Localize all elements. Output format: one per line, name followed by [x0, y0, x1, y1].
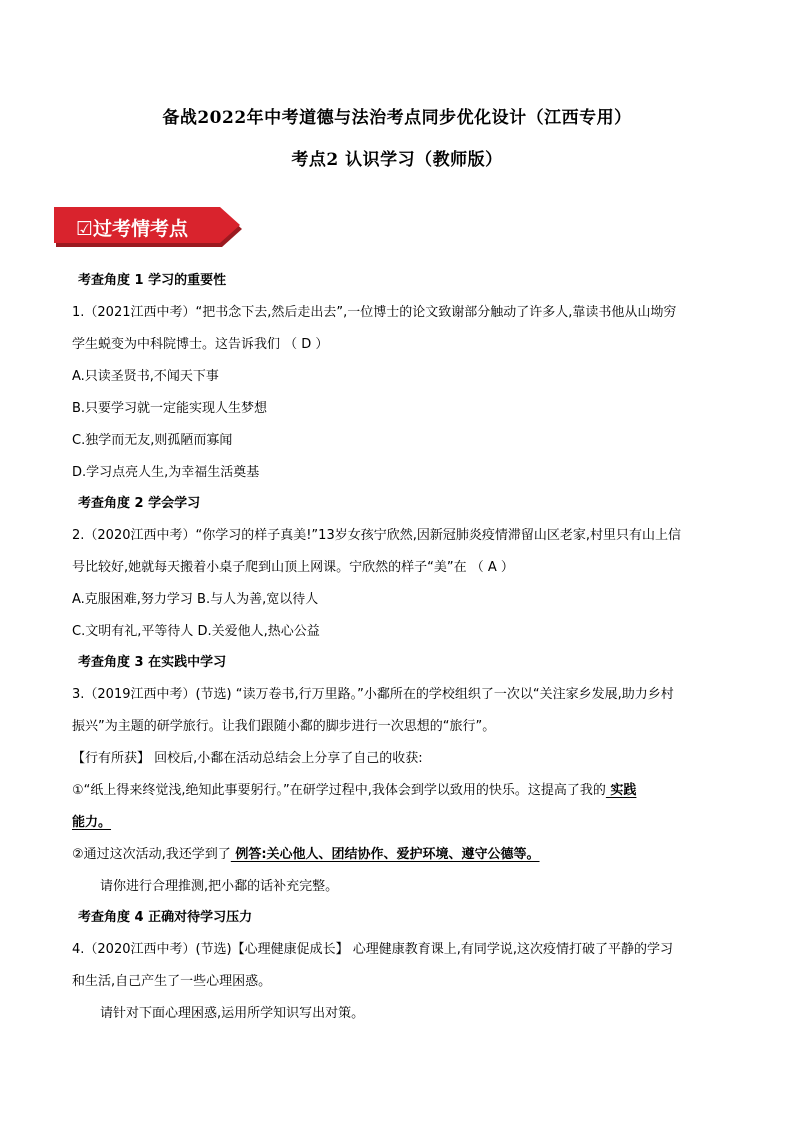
question-2-stem-line1: 2.（2020江西中考）“你学习的样子真美!”13岁女孩宁欣然,因新冠肺炎疫情滞留山区老家,村里只有山上信 [72, 528, 681, 543]
question-3-item1-text: ①“纸上得来终觉浅,绝知此事要躬行。”在研学过程中,我体会到学以致用的快乐。这提高了我的 [72, 783, 606, 798]
question-1-stem-line2: 学生蜕变为中科院博士。这告诉我们 （ D ） [72, 337, 329, 352]
question-3-item1-answer: 实践 [605, 783, 637, 798]
question-1-option-b: B.只要学习就一定能实现人生梦想 [72, 401, 268, 416]
section-banner [54, 205, 244, 249]
question-1-option-a: A.只读圣贤书,不闻天下事 [72, 369, 219, 384]
question-1-stem-line1: 1.（2021江西中考）“把书念下去,然后走出去”,一位博士的论文致谢部分触动了许多人,靠读书他从山坳穷 [72, 305, 677, 320]
question-2-stem-line2: 号比较好,她就每天搬着小桌子爬到山顶上网课。宁欣然的样子“美”在 （ A ） [72, 560, 514, 575]
question-3-stem-line2: 振兴”为主题的研学旅行。让我们跟随小鄱的脚步进行一次思想的“旅行”。 [72, 719, 496, 734]
question-4-instruction: 请针对下面心理困惑,运用所学知识写出对策。 [100, 1006, 365, 1021]
question-2-options-ab: A.克服困难,努力学习 B.与人为善,宽以待人 [72, 592, 319, 607]
question-3-item2-answer: 例答:关心他人、团结协作、爱护环境、遵守公德等。 [230, 847, 540, 862]
question-4-stem-line1: 4.（2020江西中考）(节选)【心理健康促成长】 心理健康教育课上,有同学说,这次疫情打破了平静的学习 [72, 942, 674, 957]
question-3-item2 [72, 846, 540, 864]
document-title: 备战2022年中考道德与法治考点同步优化设计（江西专用） [162, 108, 632, 128]
angle-heading-3: 考查角度 3 在实践中学习 [78, 655, 227, 670]
angle-heading-4: 考查角度 4 正确对待学习压力 [78, 910, 253, 925]
document-subtitle: 考点2 认识学习（教师版） [291, 150, 503, 170]
question-4-stem-line2: 和生活,自己产生了一些心理困惑。 [72, 974, 272, 989]
question-3-part-label: 【行有所获】 回校后,小鄱在活动总结会上分享了自己的收获: [72, 751, 423, 766]
question-3-item1-answer-cont: 能力。 [72, 815, 112, 830]
question-3-stem-line1: 3.（2019江西中考）(节选) “读万卷书,行万里路。”小鄱所在的学校组织了一次以“关注家乡发展,助力乡村 [72, 687, 674, 702]
question-1-option-d: D.学习点亮人生,为幸福生活奠基 [72, 465, 260, 480]
question-3-instruction: 请你进行合理推测,把小鄱的话补充完整。 [100, 879, 339, 894]
question-3-item2-text: ②通过这次活动,我还学到了 [72, 847, 231, 862]
question-1-option-c: C.独学而无友,则孤陋而寡闻 [72, 433, 233, 448]
question-2-options-cd: C.文明有礼,平等待人 D.关爱他人,热心公益 [72, 624, 320, 639]
question-3-item1-cont [72, 814, 111, 832]
angle-heading-1: 考查角度 1 学习的重要性 [78, 273, 227, 288]
angle-heading-2: 考查角度 2 学会学习 [78, 496, 201, 511]
banner-label: ☑过考情考点 [76, 218, 189, 240]
question-3-item1 [72, 782, 636, 800]
